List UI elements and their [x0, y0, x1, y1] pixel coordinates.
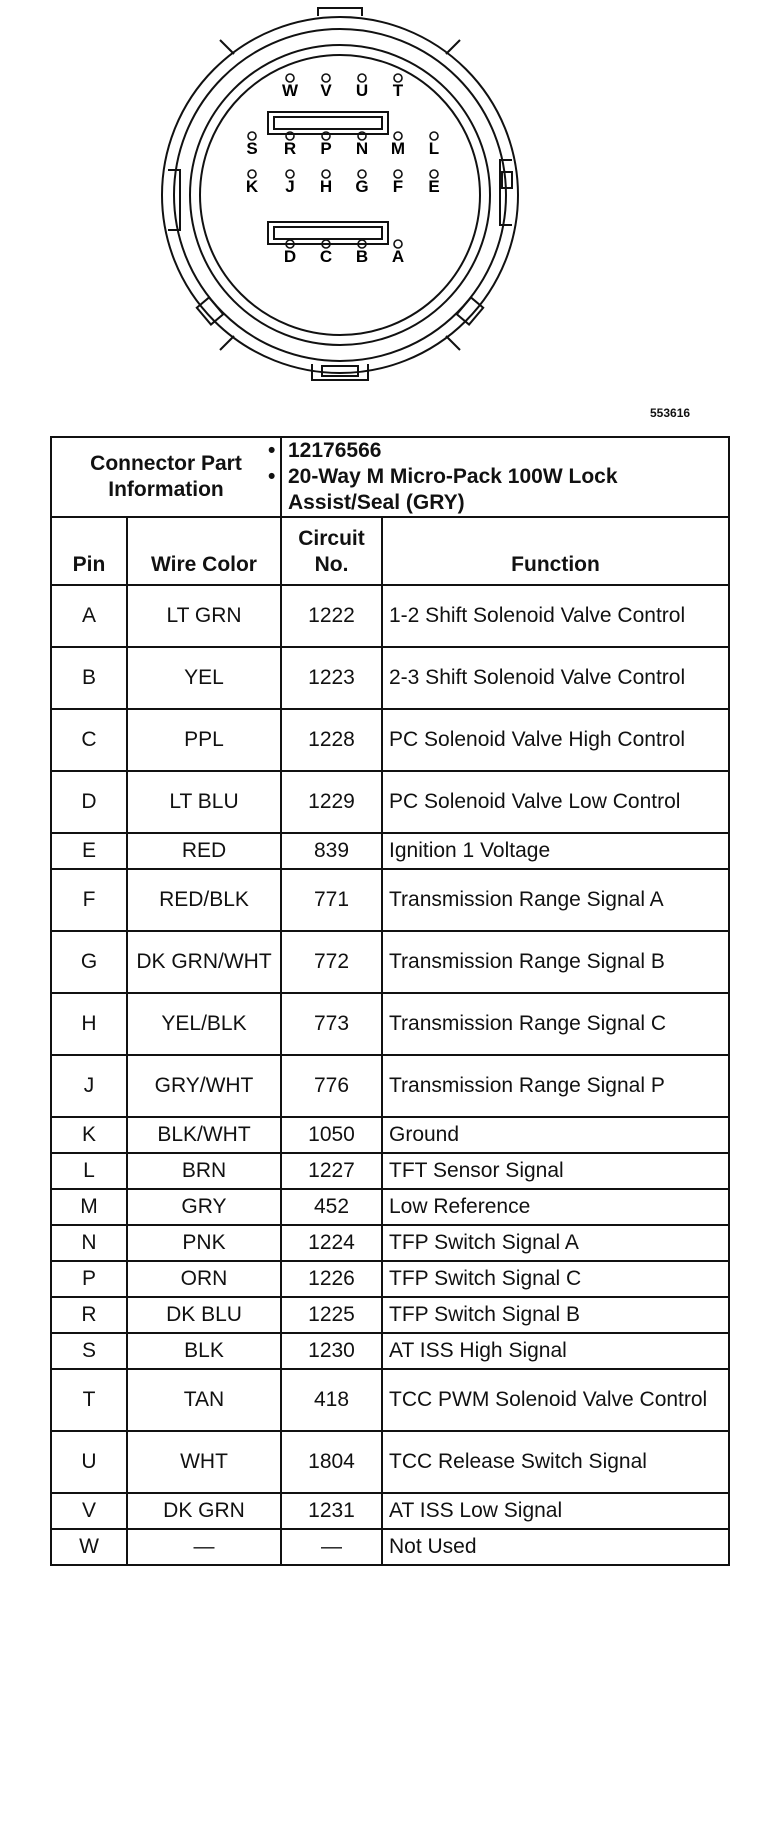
table-row [51, 1333, 729, 1369]
function-cell: 2-3 Shift Solenoid Valve Control [382, 647, 729, 709]
wire-color-cell: WHT [127, 1431, 281, 1493]
pin-label-l: L [428, 139, 440, 158]
table-row [51, 585, 729, 647]
pin-label-h: H [319, 177, 333, 196]
part-number [268, 438, 722, 464]
circuit-cell: 839 [281, 833, 382, 869]
pin-label-j: J [285, 177, 295, 196]
pin-label-s: S [246, 139, 258, 158]
pin-cell: A [51, 585, 127, 647]
wire-color-cell: PPL [127, 709, 281, 771]
pin-cell: R [51, 1297, 127, 1333]
function-cell: AT ISS Low Signal [382, 1493, 729, 1529]
table-row [51, 647, 729, 709]
table-row [51, 1369, 729, 1431]
wire-color-cell: YEL [127, 647, 281, 709]
pin-label-u: U [355, 81, 369, 100]
pinout-table [50, 436, 730, 1566]
header-circuit-no [281, 517, 382, 585]
wire-color-cell: BLK/WHT [127, 1117, 281, 1153]
function-cell: Low Reference [382, 1189, 729, 1225]
function-cell: TFP Switch Signal B [382, 1297, 729, 1333]
pin-label-f: F [392, 177, 404, 196]
pin-cell: V [51, 1493, 127, 1529]
pin-cell: F [51, 869, 127, 931]
header-pin: Pin [51, 517, 127, 585]
part-info-values [268, 437, 729, 517]
wire-color-cell: BRN [127, 1153, 281, 1189]
circuit-cell: 1231 [281, 1493, 382, 1529]
pin-cell: G [51, 931, 127, 993]
wire-color-cell: DK GRN [127, 1493, 281, 1529]
table-row [51, 1189, 729, 1225]
wire-color-cell: RED/BLK [127, 869, 281, 931]
circuit-cell: 1222 [281, 585, 382, 647]
circuit-cell: 452 [281, 1189, 382, 1225]
circuit-cell: 1227 [281, 1153, 382, 1189]
pin-cell: E [51, 833, 127, 869]
circuit-cell: 1229 [281, 771, 382, 833]
wire-color-cell: GRY/WHT [127, 1055, 281, 1117]
table-row [51, 993, 729, 1055]
pin-cell: K [51, 1117, 127, 1153]
pin-cell: W [51, 1529, 127, 1565]
pin-cell: U [51, 1431, 127, 1493]
circuit-cell: 776 [281, 1055, 382, 1117]
function-cell: TFP Switch Signal A [382, 1225, 729, 1261]
table-row [51, 1261, 729, 1297]
connector-face-diagram [150, 0, 530, 400]
pin-cell: D [51, 771, 127, 833]
circuit-cell: 1225 [281, 1297, 382, 1333]
pin-label-r: R [283, 139, 297, 158]
table-row [51, 1431, 729, 1493]
function-cell: Transmission Range Signal A [382, 869, 729, 931]
circuit-cell: 1230 [281, 1333, 382, 1369]
wire-color-cell: — [127, 1529, 281, 1565]
connector-latch-top [318, 8, 362, 16]
circuit-cell: 418 [281, 1369, 382, 1431]
circuit-cell: 773 [281, 993, 382, 1055]
pin-label-m: M [390, 139, 406, 158]
pin-label-n: N [355, 139, 369, 158]
pin-cell: L [51, 1153, 127, 1189]
circuit-cell: 1226 [281, 1261, 382, 1297]
pin-label-c: C [319, 247, 333, 266]
circuit-cell: 1228 [281, 709, 382, 771]
pin-label-v: V [320, 81, 332, 100]
header-circuit-line2: No. [314, 553, 349, 576]
circuit-cell: 772 [281, 931, 382, 993]
wire-color-cell: LT GRN [127, 585, 281, 647]
pin-cell: J [51, 1055, 127, 1117]
wire-color-cell: ORN [127, 1261, 281, 1297]
pin-label-a: A [391, 247, 405, 266]
pin-cell: M [51, 1189, 127, 1225]
part-info-label-line1: Connector Part [90, 452, 242, 475]
pin-label-w: W [281, 81, 299, 100]
pin-label-k: K [245, 177, 259, 196]
function-cell: Ignition 1 Voltage [382, 833, 729, 869]
header-circuit-line1: Circuit [298, 527, 365, 550]
table-row [51, 1055, 729, 1117]
pin-cell: P [51, 1261, 127, 1297]
table-row [51, 1117, 729, 1153]
pin-label-b: B [355, 247, 369, 266]
function-cell: Transmission Range Signal C [382, 993, 729, 1055]
pin-cell: C [51, 709, 127, 771]
part-number-text: 12176566 [288, 439, 382, 462]
table-row [51, 833, 729, 869]
connector-inner-ring [174, 29, 506, 361]
circuit-cell: 1224 [281, 1225, 382, 1261]
part-description [268, 464, 722, 516]
wire-color-cell: PNK [127, 1225, 281, 1261]
bullet-icon: • [268, 439, 276, 462]
header-function: Function [382, 517, 729, 585]
pin-label-p: P [320, 139, 332, 158]
wire-color-cell: TAN [127, 1369, 281, 1431]
part-info-row [51, 437, 729, 517]
function-cell: TFP Switch Signal C [382, 1261, 729, 1297]
circuit-cell: — [281, 1529, 382, 1565]
pin-label-d: D [283, 247, 297, 266]
table-row [51, 1297, 729, 1333]
connector-face-ring [190, 45, 490, 345]
table-row [51, 1529, 729, 1565]
column-header-row [51, 517, 729, 585]
pin-cell: H [51, 993, 127, 1055]
function-cell: Transmission Range Signal P [382, 1055, 729, 1117]
function-cell: PC Solenoid Valve High Control [382, 709, 729, 771]
table-row [51, 1153, 729, 1189]
part-info-label [51, 437, 281, 517]
circuit-cell: 1804 [281, 1431, 382, 1493]
function-cell: Ground [382, 1117, 729, 1153]
pin-cell: N [51, 1225, 127, 1261]
wire-color-cell: DK GRN/WHT [127, 931, 281, 993]
table-row [51, 1225, 729, 1261]
pin-cell: S [51, 1333, 127, 1369]
table-row [51, 709, 729, 771]
wire-color-cell: RED [127, 833, 281, 869]
table-row [51, 771, 729, 833]
function-cell: Not Used [382, 1529, 729, 1565]
wire-color-cell: LT BLU [127, 771, 281, 833]
table-row [51, 1493, 729, 1529]
figure-id: 553616 [650, 406, 691, 420]
wire-color-cell: DK BLU [127, 1297, 281, 1333]
wire-color-cell: YEL/BLK [127, 993, 281, 1055]
header-wire-color: Wire Color [127, 517, 281, 585]
function-cell: TCC Release Switch Signal [382, 1431, 729, 1493]
pin-label-e: E [428, 177, 440, 196]
part-description-text: 20-Way M Micro-Pack 100W Lock Assist/Seal (GRY) [288, 465, 618, 514]
function-cell: TFT Sensor Signal [382, 1153, 729, 1189]
pin-label-t: T [392, 81, 404, 100]
wire-color-cell: GRY [127, 1189, 281, 1225]
function-cell: PC Solenoid Valve Low Control [382, 771, 729, 833]
table-row [51, 869, 729, 931]
function-cell: 1-2 Shift Solenoid Valve Control [382, 585, 729, 647]
pin-cell: T [51, 1369, 127, 1431]
function-cell: TCC PWM Solenoid Valve Control [382, 1369, 729, 1431]
pin-label-g: G [355, 177, 369, 196]
circuit-cell: 1050 [281, 1117, 382, 1153]
connector-key-slot-upper [268, 112, 388, 134]
part-info-label-line2: Information [108, 478, 224, 501]
pin-cell: B [51, 647, 127, 709]
bullet-icon: • [268, 465, 276, 488]
function-cell: AT ISS High Signal [382, 1333, 729, 1369]
table-row [51, 931, 729, 993]
circuit-cell: 771 [281, 869, 382, 931]
wire-color-cell: BLK [127, 1333, 281, 1369]
function-cell: Transmission Range Signal B [382, 931, 729, 993]
circuit-cell: 1223 [281, 647, 382, 709]
